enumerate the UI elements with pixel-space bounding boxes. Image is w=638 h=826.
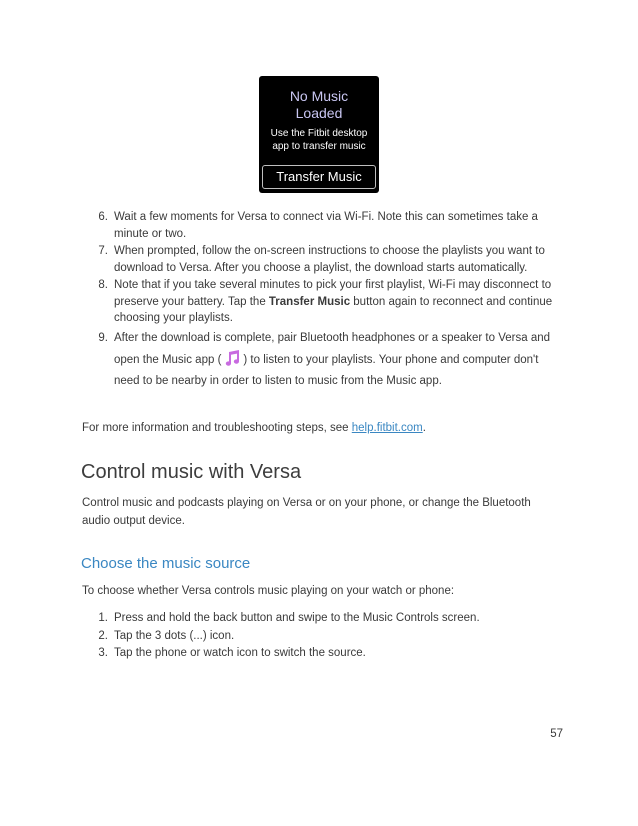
list-item: [78, 243, 558, 276]
watch-title-line2: Loaded: [295, 105, 343, 121]
step-text: Wait a few moments for Versa to connect via Wi-Fi. Note this can sometimes take a minute or two.: [114, 211, 538, 240]
subsection-intro: To choose whether Versa controls music playing on your watch or phone:: [82, 585, 455, 597]
subsection-heading: Choose the music source: [81, 555, 251, 572]
step-text-after: ) to listen to your playlists. Your phone and computer don't need to be nearby in order to listen to music from the Music app.: [114, 353, 539, 387]
steps-list-top: [78, 209, 558, 393]
step-number: 7.: [98, 245, 108, 257]
transfer-music-bold: Transfer Music: [268, 295, 351, 308]
step-text-before: Note that if you take several minutes to pick your first playlist, Wi-Fi may disconnect to preserve your battery. Tap the: [114, 279, 552, 308]
watch-screenshot: [259, 76, 379, 193]
more-info-paragraph: [82, 419, 562, 437]
help-fitbit-link[interactable]: help.fitbit.com: [351, 422, 423, 434]
list-item: [78, 628, 558, 645]
step-text: Press and hold the back button and swipe to the Music Controls screen.: [114, 612, 480, 624]
step-text: Tap the 3 dots (...) icon.: [114, 629, 235, 642]
step-number: 9.: [98, 331, 108, 344]
section-intro: Control music and podcasts playing on Versa or on your phone, or change the Bluetooth audio output device.: [82, 497, 531, 527]
step-text-before: After the download is complete, pair Bluetooth headphones or a speaker to Versa and open the Music app (: [114, 331, 551, 366]
list-item: [78, 328, 558, 392]
step-text: Tap the phone or watch icon to switch the source.: [114, 647, 366, 659]
list-item: [78, 645, 558, 662]
list-item: [78, 277, 558, 327]
transfer-music-button: Transfer Music: [262, 165, 376, 189]
list-item: [78, 209, 558, 242]
step-number: 6.: [98, 211, 108, 223]
step-text: When prompted, follow the on-screen instructions to choose the playlists you want to download to Versa. After you choose a playlist, the download starts automatically.: [114, 245, 545, 274]
step-text-after: button again to reconnect and continue choosing your playlists.: [114, 295, 553, 324]
steps-list-bottom: [78, 610, 558, 663]
step-number: 1.: [98, 612, 108, 624]
music-app-icon: [222, 349, 242, 367]
page-number: 57: [550, 728, 563, 740]
list-item: [78, 610, 558, 627]
step-number: 2.: [98, 629, 108, 642]
section-heading: Control music with Versa: [81, 461, 302, 483]
more-info-period: .: [422, 422, 426, 434]
step-number: 8.: [98, 279, 108, 291]
watch-subtitle-line2: app to transfer music: [272, 141, 366, 152]
step-number: 3.: [98, 647, 108, 659]
watch-title-line1: No Music: [289, 88, 349, 104]
watch-subtitle-line1: Use the Fitbit desktop: [270, 128, 368, 139]
more-info-text: For more information and troubleshooting steps, see: [82, 422, 352, 434]
